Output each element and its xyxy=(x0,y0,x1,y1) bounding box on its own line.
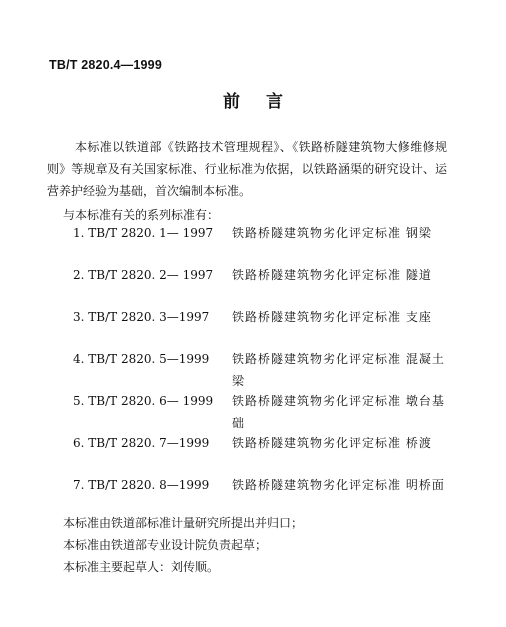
standard-code: 5. TB/T 2820. 6— 1999 xyxy=(73,394,214,408)
standard-title: 铁路桥隧建筑物劣化评定标准 钢梁 xyxy=(232,226,432,240)
standard-title: 铁路桥隧建筑物劣化评定标准 墩台基础 xyxy=(232,394,445,430)
main-drafter-line: 本标准主要起草人：刘传顺。 xyxy=(63,560,220,574)
drafter-line: 本标准由铁道部专业设计院负责起草； xyxy=(63,538,268,552)
standard-code: 1. TB/T 2820. 1— 1997 xyxy=(73,226,214,240)
standard-code: 3. TB/T 2820. 3—1997 xyxy=(73,310,210,324)
list-item xyxy=(73,306,453,348)
standard-title: 铁路桥隧建筑物劣化评定标准 隧道 xyxy=(232,268,432,282)
list-item xyxy=(73,264,453,306)
standard-title: 铁路桥隧建筑物劣化评定标准 混凝土梁 xyxy=(232,352,445,388)
related-standards-intro: 与本标准有关的系列标准有： xyxy=(63,208,220,222)
related-standards-list xyxy=(73,222,453,516)
standard-code: 7. TB/T 2820. 8—1999 xyxy=(73,478,210,492)
preface-paragraph: 本标准以铁道部《铁路技术管理规程》、《铁路桥隧建筑物大修维修规则》等规章及有关国家标准、行业标准为依据，以铁路涵渠的研究设计、运营养护经验为基础，首次编制本标准。 xyxy=(47,140,447,198)
list-item xyxy=(73,390,453,432)
standard-code: 2. TB/T 2820. 2— 1997 xyxy=(73,268,214,282)
list-item xyxy=(73,432,453,474)
proposer-line: 本标准由铁道部标准计量研究所提出并归口； xyxy=(63,516,304,530)
standard-title: 铁路桥隧建筑物劣化评定标准 桥渡 xyxy=(232,436,432,450)
standard-code: 4. TB/T 2820. 5—1999 xyxy=(73,352,210,366)
standard-code: 6. TB/T 2820. 7—1999 xyxy=(73,436,210,450)
list-item xyxy=(73,348,453,390)
list-item xyxy=(73,474,453,516)
document-code: TB/T 2820.4—1999 xyxy=(49,58,162,72)
preface-paragraph-block xyxy=(47,136,447,202)
drafting-info xyxy=(63,512,303,578)
standard-title: 铁路桥隧建筑物劣化评定标准 明桥面 xyxy=(232,478,445,492)
page-title: 前 言 xyxy=(223,92,293,112)
standard-title: 铁路桥隧建筑物劣化评定标准 支座 xyxy=(232,310,432,324)
list-item xyxy=(73,222,453,264)
